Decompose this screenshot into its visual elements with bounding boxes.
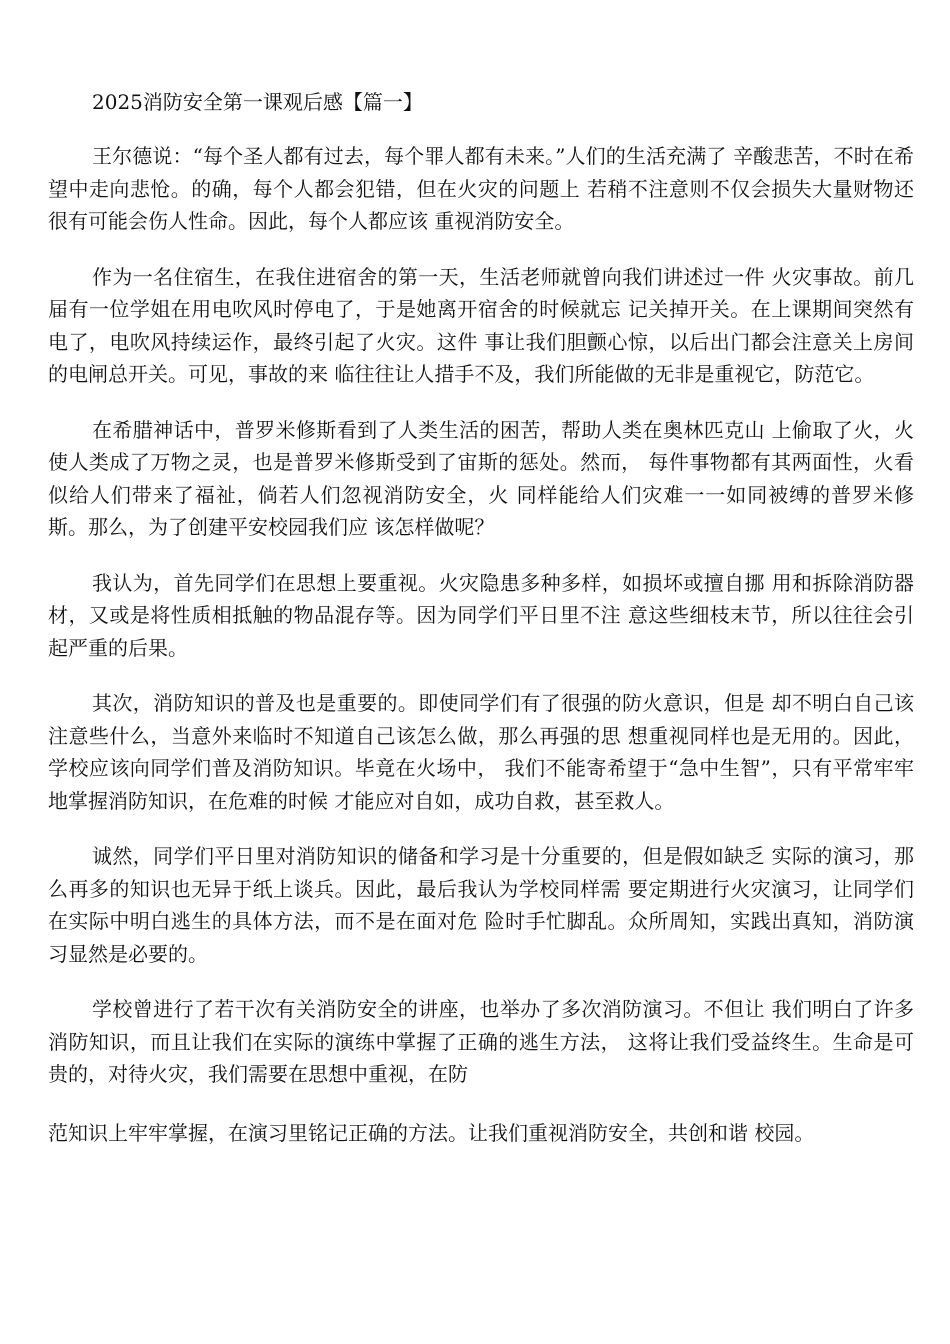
- paragraph-7-continuation: 范知识上牢牢掌握，在演习里铭记正确的方法。让我们重视消防安全，共创和谐 校园。: [48, 1120, 815, 1145]
- document-page: [48, 86, 914, 1172]
- paragraph-6: 诚然，同学们平日里对消防知识的储备和学习是十分重要的，但是假如缺乏 实际的演习，那么再多的知识也无异于纸上谈兵。因此，最后我认为学校同样需 要定期进行火灾演习，让同学们在实际中明白逃生的具体方法，而不是在面对危 险时手忙脚乱。众所周知，实践出真知，消防演习显然是必要的。: [48, 844, 914, 966]
- paragraph-3: 在希腊神话中，普罗米修斯看到了人类生活的困苦，帮助人类在奥林匹克山 上偷取了火，火使人类成了万物之灵，也是普罗米修斯受到了宙斯的惩处。然而， 每件事物都有其两面性，火看似给人们带来了福祉，倘若人们忽视消防安全，火 同样能给人们灾难一一如同被缚的普罗米修斯。那么，为了创建平安校园我们应 该怎样做呢？: [48, 417, 914, 539]
- document-title: 2025消防安全第一课观后感【篇一】: [92, 90, 423, 114]
- paragraph-5: 其次，消防知识的普及也是重要的。即使同学们有了很强的防火意识，但是 却不明白自己该注意些什么，当意外来临时不知道自己该怎么做，那么再强的思 想重视同样也是无用的。因此，学校应该向同学们普及消防知识。毕竟在火场中， 我们不能寄希望于“急中生智”，只有平常牢牢地掌握消防知识，在危难的时候 才能应对自如，成功自救，甚至救人。: [48, 691, 914, 813]
- paragraph-1: 王尔德说：“每个圣人都有过去，每个罪人都有未来。”人们的生活充满了 辛酸悲苦，不时在希望中走向悲怆。的确，每个人都会犯错，但在火灾的问题上 若稍不注意则不仅会损失大量财物还很有可能会伤人性命。因此，每个人都应该 重视消防安全。: [48, 144, 914, 233]
- paragraph-2: 作为一名住宿生，在我住进宿舍的第一天，生活老师就曾向我们讲述过一件 火灾事故。前几届有一位学姐在用电吹风时停电了，于是她离开宿舍的时候就忘 记关掉开关。在上课期间突然有电了，电吹风持续运作，最终引起了火灾。这件 事让我们胆颤心惊，以后出门都会注意关上房间的电闸总开关。可见，事故的来 临往往让人措手不及，我们所能做的无非是重视它，防范它。: [48, 264, 914, 386]
- paragraph-4: 我认为，首先同学们在思想上要重视。火灾隐患多种多样，如损坏或擅自挪 用和拆除消防器材，又或是将性质相抵触的物品混存等。因为同学们平日里不注 意这些细枝末节，所以往往会引起严重的后果。: [48, 570, 914, 660]
- paragraph-7: 学校曾进行了若干次有关消防安全的讲座，也举办了多次消防演习。不但让 我们明白了许多消防知识，而且让我们在实际的演练中掌握了正确的逃生方法， 这将让我们受益终生。生命是可贵的，对待火灾，我们需要在思想中重视，在防: [48, 997, 914, 1086]
